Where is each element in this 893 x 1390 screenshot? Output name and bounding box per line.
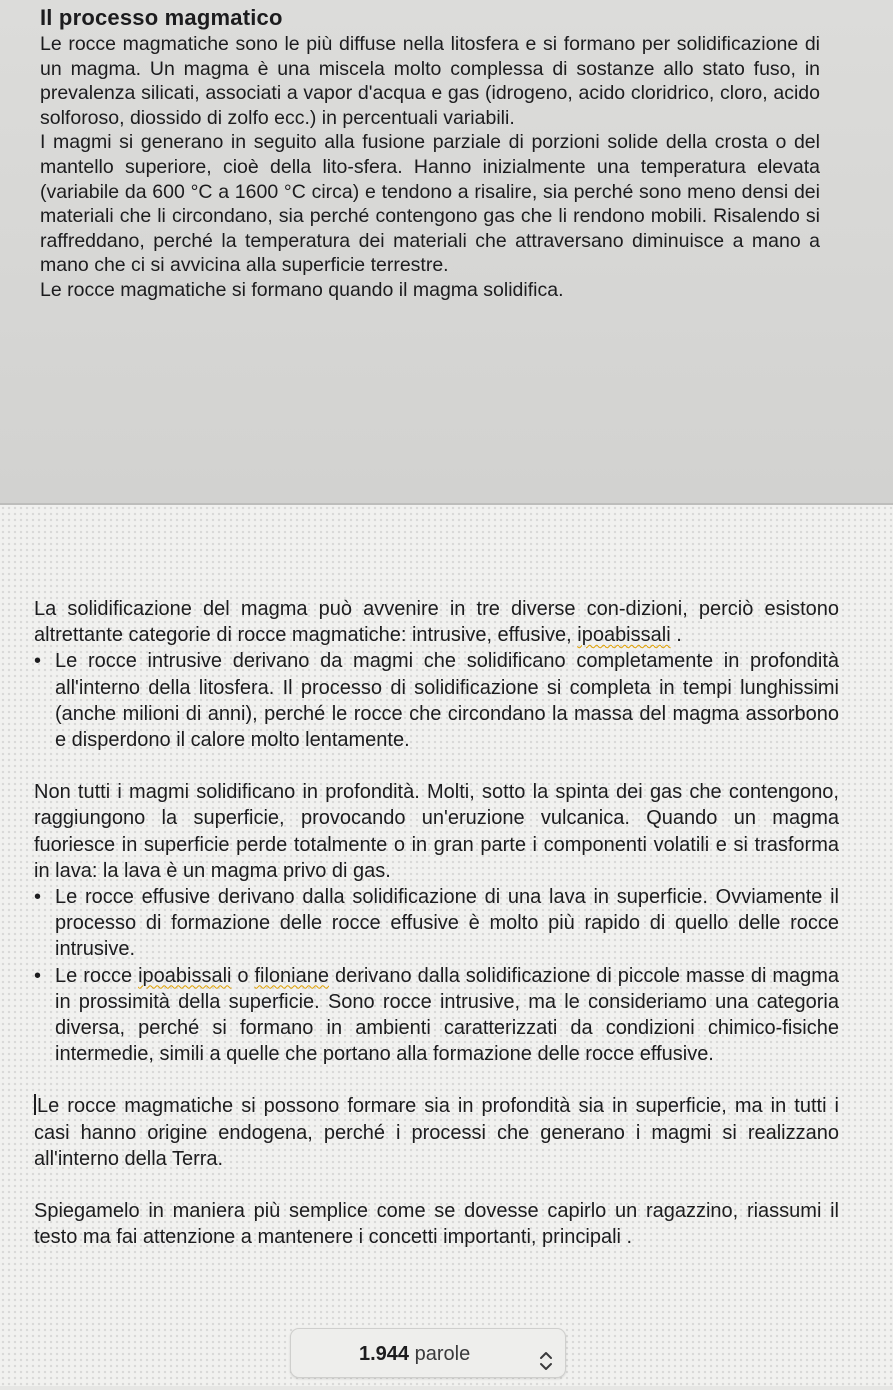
paragraph-categories: La solidificazione del magma può avvenire in tre diverse con-dizioni, perciò esistono altrettante categorie di rocce magmatiche: intrusive, effusive, ipoabissali . [34,598,839,647]
bullet-list [34,884,839,1067]
word-count-button[interactable] [290,1328,566,1378]
bullet-effusive: • Le rocce effusive derivano dalla solidificazione di una lava in superficie. Ovviamente il processo di formazione delle rocce effusive è molto più rapido di quello delle rocce intrusive. [34,884,839,963]
word-count-number: 1.944 [359,1343,410,1365]
pasted-document-image [0,0,893,505]
paragraph-endogenous: Le rocce magmatiche si possono formare sia in profondità sia in superficie, ma in tutti i casi hanno origine endogena, perché i processi che generano i magmi si realizzano all'interno della Terra. [34,1095,839,1170]
paragraph-magma-generation: I magmi si generano in seguito alla fusione parziale di porzioni solide della crosta o del mantello superiore, cioè della lito-sfera. Hanno inizialmente una temperatura elevata (variabile da 600 °C a 1600 °C circa) e tendono a risalire, sia perché sono meno densi dei materiali che li circondano, sia perché contengono gas che li rendono mobili. Risalendo si raffreddano, perché la temperatura dei materiali che attraversano diminuisce a mano a mano che ci si avvicina alla superficie terrestre. [40,131,820,277]
bullet-hypabyssal: • Le rocce ipoabissali o filoniane derivano dalla solidificazione di piccole masse di magma in prossimità della superficie. Sono rocce intrusive, ma le consideriamo una categoria diversa, perché si formano in ambienti caratterizzati da condizioni chimico-fisiche intermedie, simili a quelle che portano alla formazione delle rocce effusive. [34,963,839,1068]
section-title: Il processo magmatico [40,5,283,30]
paragraph-solidification: Le rocce magmatiche si formano quando il magma solidifica. [40,278,564,301]
paragraph-eruption: Non tutti i magmi solidificano in profondità. Molti, sotto la spinta dei gas che contengono, raggiungono la superficie, provocando un'eruzione vulcanica. Quando un magma fuoriesce in superficie perde totalmente o in gran parte i componenti volatili e si trasforma in lava: la lava è un magma privo di gas. [34,781,839,882]
bullet-intrusive: • Le rocce intrusive derivano da magmi che solidificano completamente in profondità all'interno della litosfera. Il processo di solidificazione si completa in tempi lunghissimi (anche milioni di anni), perché le rocce che circondano la massa del magma assorbono e disperdono il calore molto lentamente. [34,648,839,753]
bullet-list [34,648,839,753]
paragraph-intro: Le rocce magmatiche sono le più diffuse nella litosfera e si formano per solidificazione di un magma. Un magma è una miscela molto complessa di sostanze allo stato fuso, in prevalenza silicati, associati a vapor d'acqua e gas (idrogeno, acido cloridrico, cloro, acido solforoso, diossido di zolfo ecc.) in percentuali variabili. [40,33,820,129]
blank-line [34,1067,839,1093]
editor-text[interactable] [34,596,839,1250]
blank-line [34,1172,839,1198]
user-request: Spiegamelo in maniera più semplice come se dovesse capirlo un ragazzino, riassumi il testo ma fai attenzione a mantenere i concetti importanti, principali . [34,1200,839,1249]
magmatic-process-section [40,4,820,303]
text-cursor [34,1094,36,1115]
word-count-unit: parole [414,1343,471,1365]
spellcheck-word[interactable]: filoniane [254,964,329,987]
spellcheck-word[interactable]: ipoabissali [577,624,671,647]
blank-line [34,753,839,779]
word-count-label [359,1330,470,1378]
spellcheck-word[interactable]: ipoabissali [138,964,232,987]
chevron-up-down-icon[interactable] [539,1342,553,1364]
